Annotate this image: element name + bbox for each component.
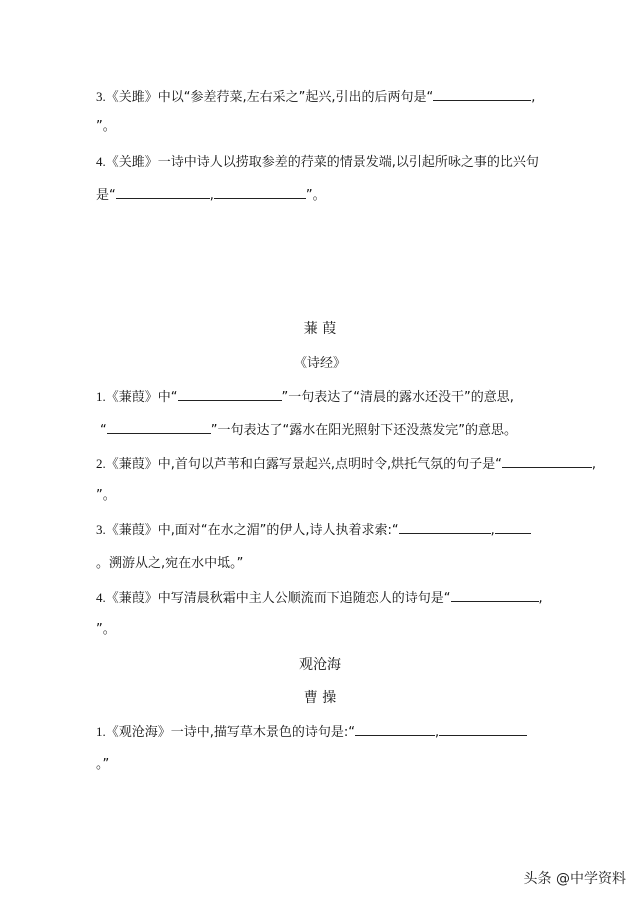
separator: , [591, 457, 597, 472]
closing-mark: ”。 [96, 488, 116, 503]
guanju-question-4 [96, 153, 539, 172]
guancanghai-question-1-line2 [96, 756, 109, 774]
closing-mark: ”。 [96, 119, 116, 134]
guancanghai-title: 观沧海 [299, 657, 341, 673]
question-text: 《蒹葭》中,面对“在水之湄”的伊人,诗人执着求索:“ [105, 523, 399, 538]
answer-blank[interactable] [355, 723, 435, 736]
question-number: 1. [96, 724, 106, 739]
question-text: ”一句表达了“清晨的露水还没干”的意思, [281, 390, 514, 405]
answer-blank[interactable] [107, 421, 211, 434]
question-text: 《关雎》中以“参差荇菜,左右采之”起兴,引出的后两句是“ [105, 90, 434, 105]
question-number: 4. [96, 154, 106, 169]
watermark: 头条 @中学资料 [523, 871, 626, 887]
question-number: 4. [96, 590, 106, 605]
question-number: 2. [96, 456, 106, 471]
jianjia-question-4-line2 [96, 621, 116, 639]
answer-blank[interactable] [178, 388, 282, 401]
separator: , [531, 90, 536, 105]
guanju-question-3 [96, 88, 535, 107]
jianjia-question-2-line2 [96, 487, 116, 505]
question-text: 。溯游从之,宛在水中坻。” [96, 556, 244, 571]
question-number: 3. [96, 89, 106, 104]
answer-blank[interactable] [214, 186, 306, 199]
answer-blank[interactable] [439, 723, 527, 736]
separator: , [490, 523, 495, 538]
question-text: 《蒹葭》中,首句以芦苇和白露写景起兴,点明时令,烘托气氛的句子是“ [105, 457, 502, 472]
answer-blank[interactable] [502, 455, 592, 468]
jianjia-source: 《诗经》 [293, 356, 346, 371]
guanju-question-3-line2 [96, 118, 116, 136]
guancanghai-author: 曹 操 [303, 690, 337, 706]
question-number: 1. [96, 389, 106, 404]
jianjia-question-3-line2 [96, 555, 243, 573]
separator: , [209, 188, 214, 203]
question-text: 。” [96, 757, 110, 772]
closing-mark: ”。 [305, 188, 326, 203]
jianjia-question-2 [96, 455, 596, 474]
question-text: ”一句表达了“露水在阳光照射下还没蒸发完”的意思。 [210, 423, 517, 438]
answer-blank[interactable] [451, 589, 539, 602]
separator: , [435, 725, 440, 740]
question-text: 是“ [96, 188, 116, 203]
separator: , [538, 591, 543, 606]
jianjia-question-1 [96, 388, 514, 407]
closing-mark: ”。 [96, 622, 116, 637]
jianjia-question-3 [96, 521, 531, 540]
guanju-question-4-line2 [96, 186, 326, 205]
question-text: 《蒹葭》中“ [105, 390, 178, 405]
answer-blank[interactable] [433, 88, 531, 101]
answer-blank[interactable] [399, 521, 491, 534]
answer-blank[interactable] [116, 186, 210, 199]
question-number: 3. [96, 522, 106, 537]
jianjia-title: 蒹 葭 [303, 321, 337, 337]
jianjia-question-1-line2 [100, 421, 517, 440]
question-text: 《观沧海》一诗中,描写草木景色的诗句是:“ [105, 725, 355, 740]
answer-blank[interactable] [495, 521, 531, 534]
guancanghai-question-1 [96, 723, 527, 742]
question-text: 《关雎》一诗中诗人以捞取参差的荇菜的情景发端,以引起所咏之事的比兴句 [105, 155, 539, 170]
jianjia-question-4 [96, 589, 543, 608]
question-text: 《蒹葭》中写清晨秋霜中主人公顺流而下追随恋人的诗句是“ [105, 591, 451, 606]
opening-mark: “ [100, 423, 107, 438]
